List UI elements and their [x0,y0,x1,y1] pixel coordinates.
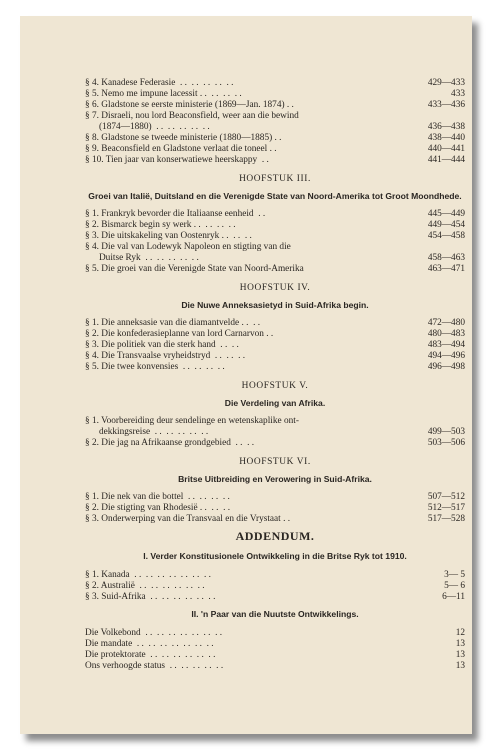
toc-entry [85,100,465,111]
toc-entry-pages: 449—454 [427,220,465,230]
toc-entry-title: § 1. Frankryk bevorder die Italiaanse eenheid . . [85,209,266,219]
toc-entry [85,650,465,661]
toc-entry [85,351,465,362]
toc-entry-pages: 458—463 [427,253,465,263]
toc-entry-title: § 1. Die nek van die bottel . . . . . . . . [85,492,230,502]
toc-entry-pages: 512—517 [427,503,465,513]
chapter-heading: HOOFSTUK III. [239,174,311,184]
toc-entry-pages: 445—449 [427,209,465,219]
toc-entry-pages: 5— 6 [444,581,465,591]
toc-entry-title: § 2. Die konfederasieplanne van lord Carnarvon . . [85,329,274,339]
toc-entry-title: § 3. Die politiek van die sterk hand . . . . [85,340,239,350]
toc-entry-title: § 3. Onderwerping van die Transvaal en die Vrystaat . . [85,514,291,524]
toc-entry [85,318,465,329]
addendum-heading: ADDENDUM. [235,529,315,543]
toc-entry-pages: 517—528 [427,514,465,524]
addendum-part-2-subtitle: II. 'n Paar van die Nuutste Ontwikkelings. [191,609,359,619]
toc-list-chapter-5 [85,416,465,449]
toc-list-addendum-2 [85,628,465,672]
toc-entry [85,209,465,220]
toc-entry [85,242,465,264]
toc-list-chapter-3 [85,209,465,275]
chapter-heading: HOOFSTUK V. [241,381,309,391]
toc-entry-title: § 6. Gladstone se eerste ministerie (1869—Jan. 1874) . . [85,100,294,110]
toc-entry [85,155,465,166]
toc-entry-pages: 454—458 [427,231,465,241]
toc-entry [85,581,465,592]
toc-entry-pages: 13 [455,639,465,649]
toc-entry-pages: 494—496 [427,351,465,361]
toc-entry [85,592,465,603]
toc-entry-title: § 5. Nemo me impune lacessit . . . . . . . . [85,89,242,99]
toc-entry [85,111,465,133]
toc-entry-title: Die mandate . . . . . . . . . . . . . . [85,639,214,649]
toc-list-opening [85,78,465,166]
toc-entry-title: Die protektorate . . . . . . . . . . . . [85,650,216,660]
toc-entry-pages: 433 [451,89,465,99]
toc-list-chapter-6 [85,492,465,525]
toc-entry-title: § 9. Beaconsfield en Gladstone verlaat die toneel . . [85,144,277,154]
toc-entry-title: § 7. Disraeli, nou lord Beaconsfield, weer aan die bewind (1874—1880) . . . . . . . . . . [85,111,299,132]
toc-entry [85,144,465,155]
toc-entry-title: § 8. Gladstone se tweede ministerie (1880—1885) . . [85,133,282,143]
toc-entry-title: Die Volkebond . . . . . . . . . . . . . . [85,628,223,638]
toc-entry-title: § 4. Die val van Lodewyk Napoleon en stigting van die Duitse Ryk . . . . . . . . . . [85,242,291,263]
toc-list-addendum-1 [85,570,465,603]
toc-entry-pages: 6—11 [442,592,465,602]
toc-entry [85,340,465,351]
toc-entry-pages: 441—444 [427,155,465,165]
toc-entry-pages: 13 [455,661,465,671]
chapter-heading: HOOFSTUK IV. [239,283,311,293]
toc-entry [85,89,465,100]
toc-entry [85,231,465,242]
toc-entry-title: § 1. Die anneksasie van die diamantvelde . . . . [85,318,261,328]
toc-entry [85,438,465,449]
toc-entry-pages: 472—480 [427,318,465,328]
toc-entry [85,514,465,525]
toc-entry-title: § 2. Australië . . . . . . . . . . . . [85,581,205,591]
toc-entry-title: § 1. Kanada . . . . . . . . . . . . . . [85,570,212,580]
toc-entry [85,133,465,144]
chapter-subtitle: Die Nuwe Anneksasietyd in Suid-Afrika begin. [181,300,369,310]
toc-entry-pages: 483—494 [427,340,465,350]
toc-entry-pages: 13 [455,650,465,660]
toc-entry-title: § 5. Die groei van die Verenigde State van Noord-Amerika [85,264,304,274]
toc-entry [85,220,465,231]
toc-entry-pages: 503—506 [427,438,465,448]
toc-entry [85,78,465,89]
chapter-heading: HOOFSTUK VI. [239,457,311,467]
toc-entry [85,628,465,639]
toc-entry [85,503,465,514]
toc-list-chapter-4 [85,318,465,373]
toc-entry-pages: 433—436 [427,100,465,110]
toc-entry [85,639,465,650]
toc-entry-title: § 2. Die jag na Afrikaanse grondgebied . . . . [85,438,255,448]
toc-entry-pages: 499—503 [427,427,465,437]
toc-entry-title: § 4. Kanadese Federasie . . . . . . . . . . [85,78,234,88]
toc-entry-pages: 480—483 [427,329,465,339]
toc-entry [85,661,465,672]
toc-entry-pages: 3— 5 [444,570,465,580]
toc-entry-title: § 10. Tien jaar van konserwatiewe heerskappy . . [85,155,269,165]
toc-entry-title: § 1. Voorbereiding deur sendelinge en wetenskaplike ont- dekkingsreise . . . . . . . . . . [85,416,299,437]
toc-entry-pages: 429—433 [427,78,465,88]
toc-entry [85,416,465,438]
toc-entry-pages: 507—512 [427,492,465,502]
book-page [20,16,472,734]
toc-entry-pages: 463—471 [427,264,465,274]
toc-entry [85,329,465,340]
chapter-subtitle: Groei van Italië, Duitsland en die Verenigde State van Noord-Amerika tot Groot Moondhede. [88,191,462,201]
toc-entry-title: § 2. Bismarck begin sy werk . . . . . . . . [85,220,236,230]
toc-entry-pages: 436—438 [427,122,465,132]
toc-entry-title: Ons verhoogde status . . . . . . . . . . [85,661,224,671]
toc-entry-pages: 440—441 [427,144,465,154]
toc-entry-pages: 438—440 [427,133,465,143]
chapter-subtitle: Die Verdeling van Afrika. [224,398,326,408]
toc-entry-title: § 2. Die stigting van Rhodesië . . . . . . [85,503,231,513]
toc-entry [85,264,465,275]
addendum-part-1-subtitle: I. Verder Konstitusionele Ontwikkeling in die Britse Ryk tot 1910. [143,551,407,561]
toc-entry-title: § 5. Die twee konvensies . . . . . . . . [85,362,225,372]
toc-entry-title: § 4. Die Transvaalse vryheidstryd . . . . . . [85,351,246,361]
toc-entry [85,362,465,373]
toc-entry-pages: 12 [455,628,465,638]
toc-entry-title: § 3. Die uitskakeling van Oostenryk . . . . . . [85,231,252,241]
toc-entry-pages: 496—498 [427,362,465,372]
toc-entry-title: § 3. Suid-Afrika . . . . . . . . . . . . [85,592,216,602]
table-of-contents [85,78,465,672]
toc-entry [85,570,465,581]
toc-entry [85,492,465,503]
chapter-subtitle: Britse Uitbreiding en Verowering in Suid-Afrika. [178,474,372,484]
